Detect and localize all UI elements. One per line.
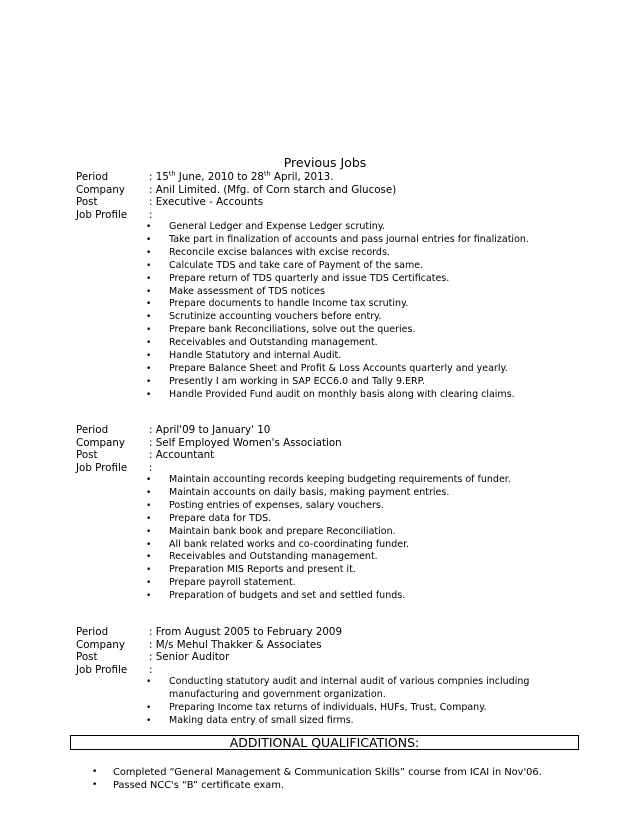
list-item-text: General Ledger and Expense Ledger scrutiny. xyxy=(169,221,386,232)
list-item-text: Prepare return of TDS quarterly and issue TDS Certificates. xyxy=(169,272,450,284)
bullet-icon: • xyxy=(146,273,152,284)
list-item xyxy=(0,324,638,337)
additional-qualifications-heading: ADDITIONAL QUALIFICATIONS: xyxy=(70,735,579,750)
period-row xyxy=(0,626,638,639)
list-item xyxy=(0,715,638,728)
job-profile-colon: : xyxy=(149,208,153,221)
list-item-text: Posting entries of expenses, salary vouchers. xyxy=(169,499,384,511)
period-label: Period xyxy=(76,626,109,638)
list-item-text: Completed “General Management & Communication Skills” course from ICAI in Nov'06. xyxy=(113,767,542,778)
list-item-text: Presently I am working in SAP ECC6.0 and Tally 9.ERP. xyxy=(169,375,425,387)
list-item-text: Prepare documents to handle Income tax scrutiny. xyxy=(169,298,409,310)
company-value: : Self Employed Women's Association xyxy=(149,436,342,449)
post-value: : Executive - Accounts xyxy=(149,196,264,208)
list-item-text: Receivables and Outstanding management. xyxy=(169,551,378,563)
list-item xyxy=(0,376,638,389)
list-item-text: Make assessment of TDS notices xyxy=(169,285,325,297)
list-item xyxy=(0,526,638,539)
list-item xyxy=(0,564,638,577)
duties-list xyxy=(0,474,638,603)
list-item xyxy=(0,247,638,260)
company-label: Company xyxy=(76,638,125,651)
list-item xyxy=(0,273,638,286)
previous-jobs-heading: Previous Jobs xyxy=(283,155,367,170)
list-item xyxy=(0,766,638,779)
bullet-icon: • xyxy=(146,539,152,550)
list-item xyxy=(0,702,638,715)
bullet-icon: • xyxy=(146,260,152,271)
list-item xyxy=(0,474,638,487)
additional-qualifications-list xyxy=(0,766,638,793)
post-row xyxy=(0,449,638,462)
bullet-icon: • xyxy=(146,222,152,232)
bullet-icon: • xyxy=(146,565,152,576)
period-label: Period xyxy=(76,171,109,183)
bullet-icon: • xyxy=(146,487,152,498)
list-item xyxy=(0,577,638,590)
list-item-text: Maintain accounting records keeping budgeting requirements of funder. xyxy=(169,474,511,485)
duties-list xyxy=(0,221,638,402)
list-item-text: Passed NCC's “B” certificate exam. xyxy=(113,780,284,792)
company-row xyxy=(0,437,638,450)
bullet-icon: • xyxy=(146,351,152,362)
company-value: : Anil Limited. (Mfg. of Corn starch and Glucose) xyxy=(149,183,397,196)
list-item xyxy=(0,551,638,564)
list-item xyxy=(0,363,638,376)
list-item xyxy=(0,500,638,513)
list-item-text: Take part in finalization of accounts and pass journal entries for finalization. xyxy=(169,233,529,245)
bullet-icon: • xyxy=(146,715,152,726)
period-label: Period xyxy=(76,424,109,436)
list-item-text: Preparation of budgets and set and settled funds. xyxy=(169,590,406,602)
list-item xyxy=(0,311,638,324)
job-profile-label: Job Profile xyxy=(76,461,128,474)
list-item xyxy=(0,513,638,526)
bullet-icon: • xyxy=(146,312,152,323)
company-row xyxy=(0,639,638,652)
bullet-icon: • xyxy=(146,247,152,258)
list-item xyxy=(0,779,638,792)
list-item-text: All bank related works and co-coordinating funder. xyxy=(169,538,410,550)
post-label: Post xyxy=(76,196,98,208)
bullet-icon: • xyxy=(146,376,152,387)
list-item xyxy=(0,487,638,500)
list-item-text: Handle Provided Fund audit on monthly basis along with clearing claims. xyxy=(169,388,515,400)
period-row xyxy=(0,424,638,437)
bullet-icon: • xyxy=(146,475,152,485)
period-value: : 15th June, 2010 to 28th April, 2013. xyxy=(149,169,334,183)
company-row xyxy=(0,184,638,197)
job-profile-row xyxy=(0,462,638,475)
bullet-icon: • xyxy=(146,591,152,602)
list-item-text: Handle Statutory and internal Audit. xyxy=(169,350,342,362)
bullet-icon: • xyxy=(146,513,152,524)
job-profile-colon: : xyxy=(149,663,153,676)
bullet-icon: • xyxy=(146,500,152,511)
bullet-icon: • xyxy=(146,363,152,374)
list-item xyxy=(0,676,638,702)
bullet-icon: • xyxy=(146,578,152,589)
list-item-text: Prepare Balance Sheet and Profit & Loss Accounts quarterly and yearly. xyxy=(169,362,508,374)
bullet-icon: • xyxy=(146,702,152,713)
post-row xyxy=(0,196,638,209)
list-item-text: Preparation MIS Reports and present it. xyxy=(169,564,356,576)
list-item xyxy=(0,286,638,299)
list-item-text: Reconcile excise balances with excise records. xyxy=(169,246,390,258)
list-item xyxy=(0,260,638,273)
list-item xyxy=(0,337,638,350)
list-item-text: Prepare bank Reconciliations, solve out the queries. xyxy=(169,324,416,336)
list-item-text: Making data entry of small sized firms. xyxy=(169,714,354,726)
list-item-text: Maintain bank book and prepare Reconciliation. xyxy=(169,525,396,537)
post-value: : Senior Auditor xyxy=(149,651,230,663)
list-item-text: Scrutinize accounting vouchers before entry. xyxy=(169,311,382,323)
bullet-icon: • xyxy=(146,526,152,537)
list-item xyxy=(0,389,638,402)
period-row xyxy=(0,171,638,184)
job-profile-row xyxy=(0,664,638,677)
period-value: : April'09 to January' 10 xyxy=(149,424,271,436)
job-entry-1 xyxy=(0,171,638,402)
list-item-text: Preparing Income tax returns of individuals, HUFs, Trust, Company. xyxy=(169,701,487,713)
duties-list xyxy=(0,676,638,728)
post-row xyxy=(0,651,638,664)
bullet-icon: • xyxy=(146,389,152,400)
list-item xyxy=(0,234,638,247)
company-value: : M/s Mehul Thakker & Associates xyxy=(149,638,322,651)
job-entry-2 xyxy=(0,424,638,603)
company-label: Company xyxy=(76,183,125,196)
bullet-icon: • xyxy=(146,234,152,245)
list-item-text: Maintain accounts on daily basis, making payment entries. xyxy=(169,486,450,498)
bullet-icon: • xyxy=(146,299,152,310)
bullet-icon: • xyxy=(92,780,98,791)
list-item-text: Receivables and Outstanding management. xyxy=(169,337,378,349)
period-value: : From August 2005 to February 2009 xyxy=(149,626,343,638)
bullet-icon: • xyxy=(92,767,98,777)
list-item xyxy=(0,221,638,234)
bullet-icon: • xyxy=(146,338,152,349)
list-item-text: Conducting statutory audit and internal audit of various compnies including manufacturing and government organization. xyxy=(169,676,530,700)
job-profile-label: Job Profile xyxy=(76,663,128,676)
list-item xyxy=(0,298,638,311)
list-item xyxy=(0,350,638,363)
job-profile-label: Job Profile xyxy=(76,208,128,221)
job-profile-row xyxy=(0,209,638,222)
list-item xyxy=(0,539,638,552)
bullet-icon: • xyxy=(146,286,152,297)
job-profile-colon: : xyxy=(149,461,153,474)
bullet-icon: • xyxy=(146,677,152,687)
post-label: Post xyxy=(76,449,98,461)
additional-qualifications-section xyxy=(0,766,638,793)
bullet-icon: • xyxy=(146,325,152,336)
post-value: : Accountant xyxy=(149,449,215,461)
job-entry-3 xyxy=(0,626,638,728)
company-label: Company xyxy=(76,436,125,449)
post-label: Post xyxy=(76,651,98,663)
list-item xyxy=(0,590,638,603)
list-item-text: Prepare payroll statement. xyxy=(169,577,296,589)
list-item-text: Prepare data for TDS. xyxy=(169,512,272,524)
list-item-text: Calculate TDS and take care of Payment of the same. xyxy=(169,259,424,271)
bullet-icon: • xyxy=(146,552,152,563)
